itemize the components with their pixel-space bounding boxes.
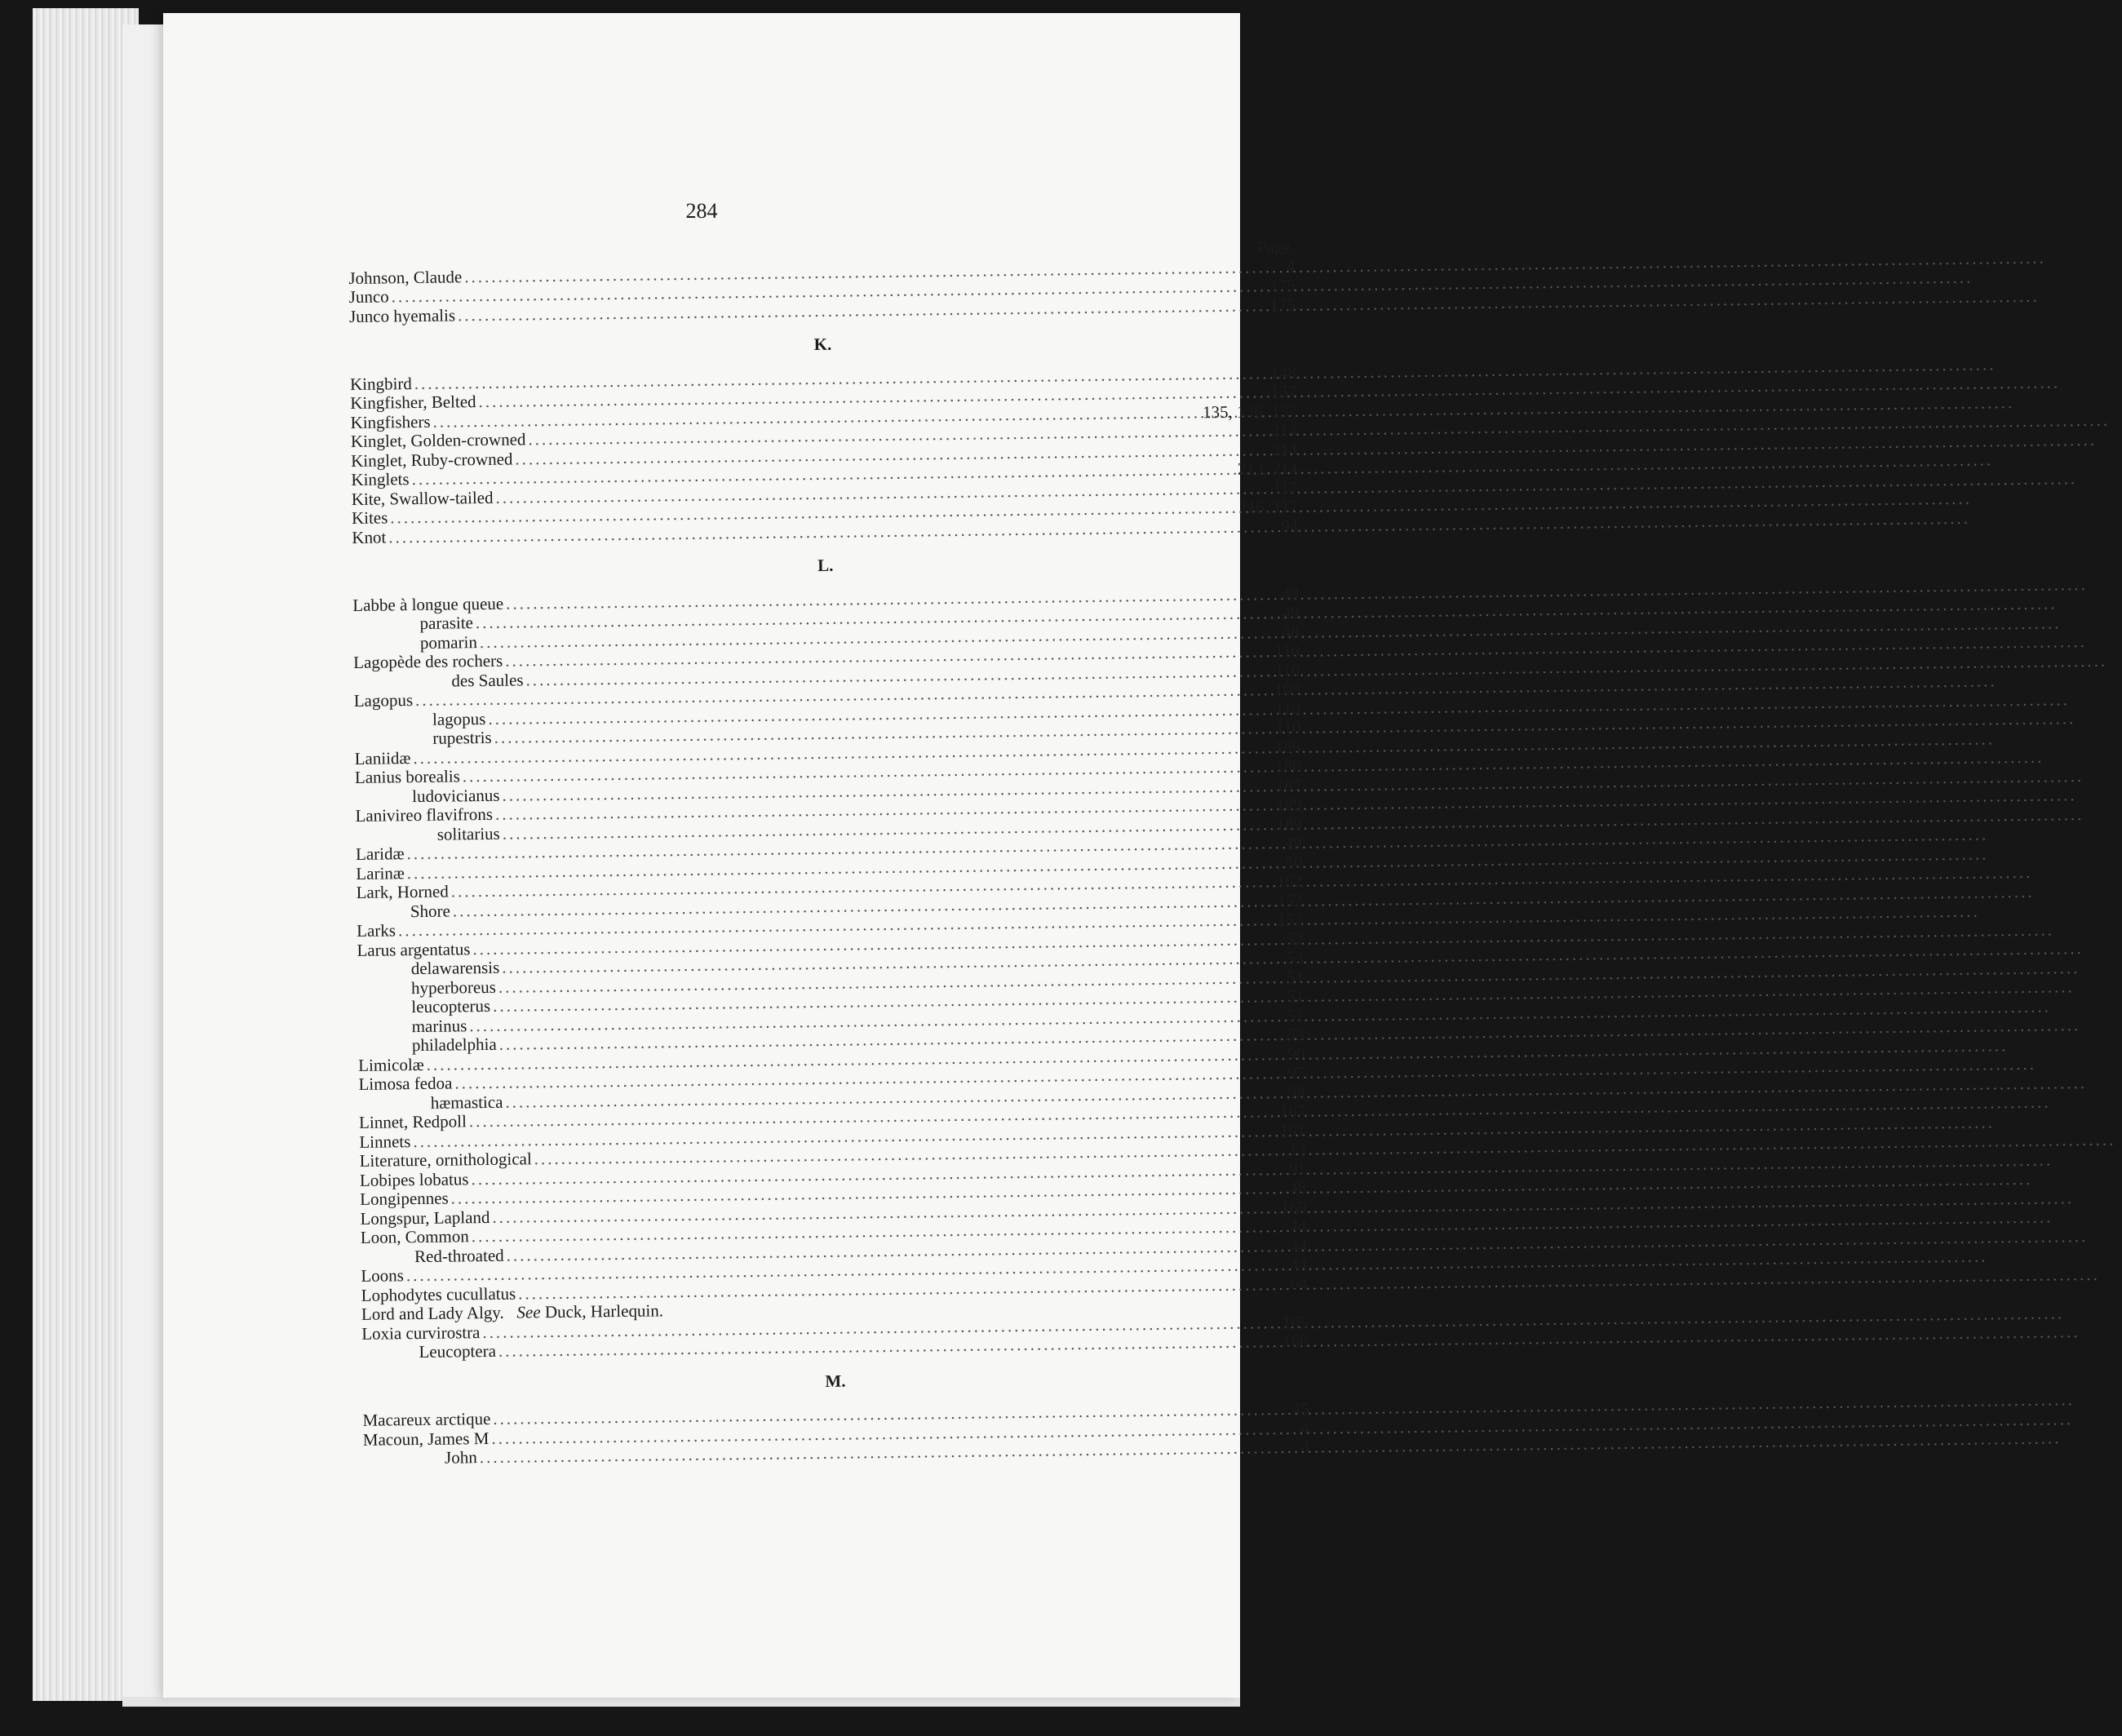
index-entry: Lophodytes cucullatus ..... 64 — [361, 1274, 1308, 1305]
index-entry: Lagopus ..... 109 — [354, 680, 1300, 711]
section-heading-m: M. — [825, 1371, 846, 1391]
index-entry: Laniidæ ..... 186 — [354, 737, 1300, 768]
index-entry: Kinglet, Golden-crowned ..... 214 — [351, 421, 1297, 452]
index-page — [163, 13, 1310, 1698]
index-entry: Laridæ ..... 49 — [356, 834, 1302, 865]
page-bottom-edge — [122, 1697, 1240, 1707]
index-subentry: delawarensis ..... 53 — [357, 949, 1304, 980]
index-entries — [348, 238, 1309, 1469]
index-entry: Limosa fedoa ..... 97 — [358, 1064, 1305, 1095]
index-entry: Johnson, Claude ..... 4 — [348, 257, 1295, 288]
see-target: Duck, Harlequin. — [544, 1300, 664, 1322]
index-entry: Macareux arctique ..... 45 — [362, 1400, 1309, 1431]
index-entry: Kinglet, Ruby-crowned ..... 214 — [351, 440, 1297, 471]
index-entry: Linnet, Redpoll ..... 167 — [359, 1102, 1305, 1133]
index-entry: Loxia curvirostra ..... 165 — [361, 1313, 1308, 1344]
section-heading-l: L. — [817, 555, 834, 576]
index-subentry: pomarin ..... 48 — [353, 622, 1300, 653]
index-entry: Larinæ ..... 50 — [356, 852, 1302, 884]
index-entry: Kingfishers ..... 135, 136, 137 — [350, 401, 1296, 432]
index-entry: Junco ..... 175 — [349, 277, 1296, 308]
index-entry: Loon, Common ..... 44 — [361, 1217, 1307, 1248]
index-subentry: marinus ..... 51 — [358, 1006, 1305, 1037]
index-subentry: hæmastica ..... 98 — [359, 1083, 1305, 1114]
index-subentry: Leucoptera ..... 166 — [361, 1332, 1308, 1363]
index-subentry: hyperboreus ..... 51 — [357, 968, 1304, 999]
index-entry: Lobipes lobatus ..... 91 — [360, 1159, 1306, 1190]
index-entry: Knot ..... 94 — [352, 516, 1298, 547]
index-subentry: philadelphia ..... 53 — [358, 1025, 1305, 1056]
index-entry: Larks ..... 152 — [357, 910, 1303, 941]
index-entry: Junco hyemalis ..... 175 — [349, 295, 1296, 326]
index-subentry: lagopus ..... 110 — [354, 699, 1300, 730]
index-subentry: des Saules ..... 110 — [353, 661, 1300, 692]
index-entry: Lark, Horned ..... 152 — [356, 872, 1302, 903]
index-entry: Macoun, James M ..... 4 — [363, 1419, 1309, 1450]
index-entry: Lanius borealis ..... 186 — [355, 757, 1301, 788]
index-entry: Kingfisher, Belted ..... 137 — [350, 383, 1296, 414]
index-entry: Kinglets ..... 213, 214 — [351, 459, 1297, 490]
page-column-heading: Page. — [1256, 237, 1296, 258]
index-entry: Limicolæ ..... 90 — [358, 1044, 1305, 1075]
index-entry: Kingbird ..... 148 — [350, 363, 1296, 394]
index-subentry: John ..... 4 — [363, 1438, 1309, 1469]
index-entry: Literature, ornithological ..... 13 — [360, 1140, 1306, 1171]
index-subentry: rupestris ..... 110 — [354, 719, 1300, 750]
index-subentry: parasite ..... 49 — [352, 604, 1299, 635]
page-number: 284 — [685, 199, 718, 223]
index-entry: Loons ..... 44 — [361, 1256, 1307, 1286]
index-entry: Kites ..... 116, 117 — [352, 498, 1298, 529]
index-entry: Labbe à longue queue ..... 49 — [352, 584, 1299, 615]
index-entry: Kite, Swallow-tailed ..... 117 — [352, 478, 1298, 509]
index-subentry: solitarius ..... 189 — [356, 814, 1302, 845]
index-entry: Larus argentatus ..... 52 — [357, 929, 1303, 960]
index-entry: Lanivireo flavifrons ..... 189 — [355, 795, 1301, 826]
index-entry: Longipennes ..... 48 — [360, 1179, 1306, 1210]
index-subentry: leucopterus ..... 51 — [357, 987, 1304, 1018]
index-entry: Lagopède des rochers ..... 110 — [353, 642, 1300, 673]
index-entry: Linnets ..... 161 — [359, 1121, 1305, 1152]
index-entry-see-reference: Lord and Lady Algy. See Duck, Harlequin. — [361, 1300, 664, 1324]
index-subentry: Red-throated ..... 44 — [361, 1236, 1307, 1267]
see-label: See — [516, 1302, 541, 1322]
index-subentry: Shore ..... 152 — [357, 891, 1303, 922]
index-subentry: ludovicianus ..... 187 — [355, 776, 1301, 807]
index-entry: Longspur, Lapland ..... 169 — [360, 1198, 1306, 1229]
section-heading-k: K. — [813, 334, 832, 355]
